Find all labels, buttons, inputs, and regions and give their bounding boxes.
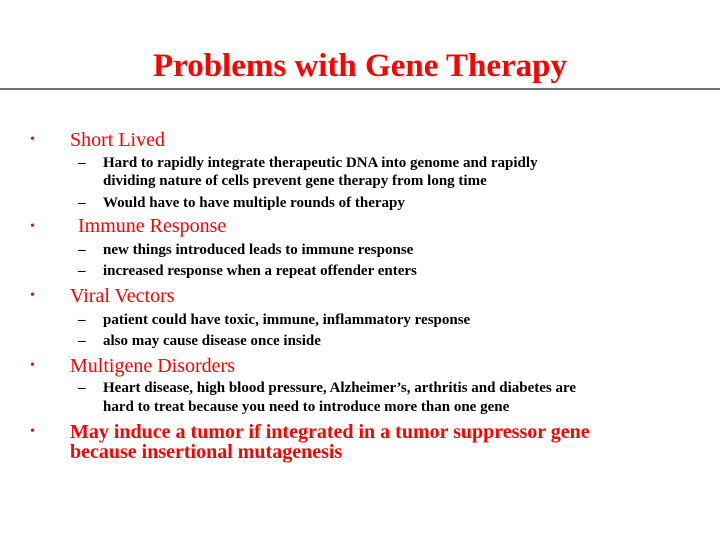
slide-title: Problems with Gene Therapy [152, 48, 568, 84]
sub-bullet-text: increased response when a repeat offender enters [103, 263, 417, 279]
sub-bullet-text: new things introduced leads to immune response [103, 242, 414, 258]
bullet-icon: • [30, 424, 35, 439]
bullet-viral-vectors: Viral Vectors [70, 285, 175, 307]
bullet-immune-response: Immune Response [78, 215, 227, 237]
bullet-tumor-induction-cont: because insertional mutagenesis [70, 441, 343, 463]
sub-bullet-text: patient could have toxic, immune, inflammatory response [103, 312, 471, 328]
dash-icon: – [78, 195, 86, 211]
dash-icon: – [78, 263, 86, 279]
sub-bullet-text: Heart disease, high blood pressure, Alzheimer’s, arthritis and diabetes are [103, 380, 577, 396]
dash-icon: – [78, 380, 86, 396]
title-divider [0, 88, 720, 90]
sub-bullet-text: Hard to rapidly integrate therapeutic DNA into genome and rapidly [103, 155, 538, 171]
sub-bullet-text: hard to treat because you need to introduce more than one gene [103, 399, 510, 415]
sub-bullet-text: Would have to have multiple rounds of therapy [103, 195, 405, 211]
dash-icon: – [78, 155, 86, 171]
bullet-icon: • [30, 132, 35, 147]
dash-icon: – [78, 333, 86, 349]
sub-bullet-text: also may cause disease once inside [103, 333, 321, 349]
sub-bullet-text: dividing nature of cells prevent gene therapy from long time [103, 173, 487, 189]
bullet-short-lived: Short Lived [70, 129, 165, 151]
bullet-tumor-induction: May induce a tumor if integrated in a tumor suppressor gene [70, 421, 590, 443]
dash-icon: – [78, 312, 86, 328]
bullet-icon: • [30, 219, 35, 234]
bullet-icon: • [30, 358, 35, 373]
bullet-multigene-disorders: Multigene Disorders [70, 355, 235, 377]
dash-icon: – [78, 242, 86, 258]
bullet-icon: • [30, 288, 35, 303]
